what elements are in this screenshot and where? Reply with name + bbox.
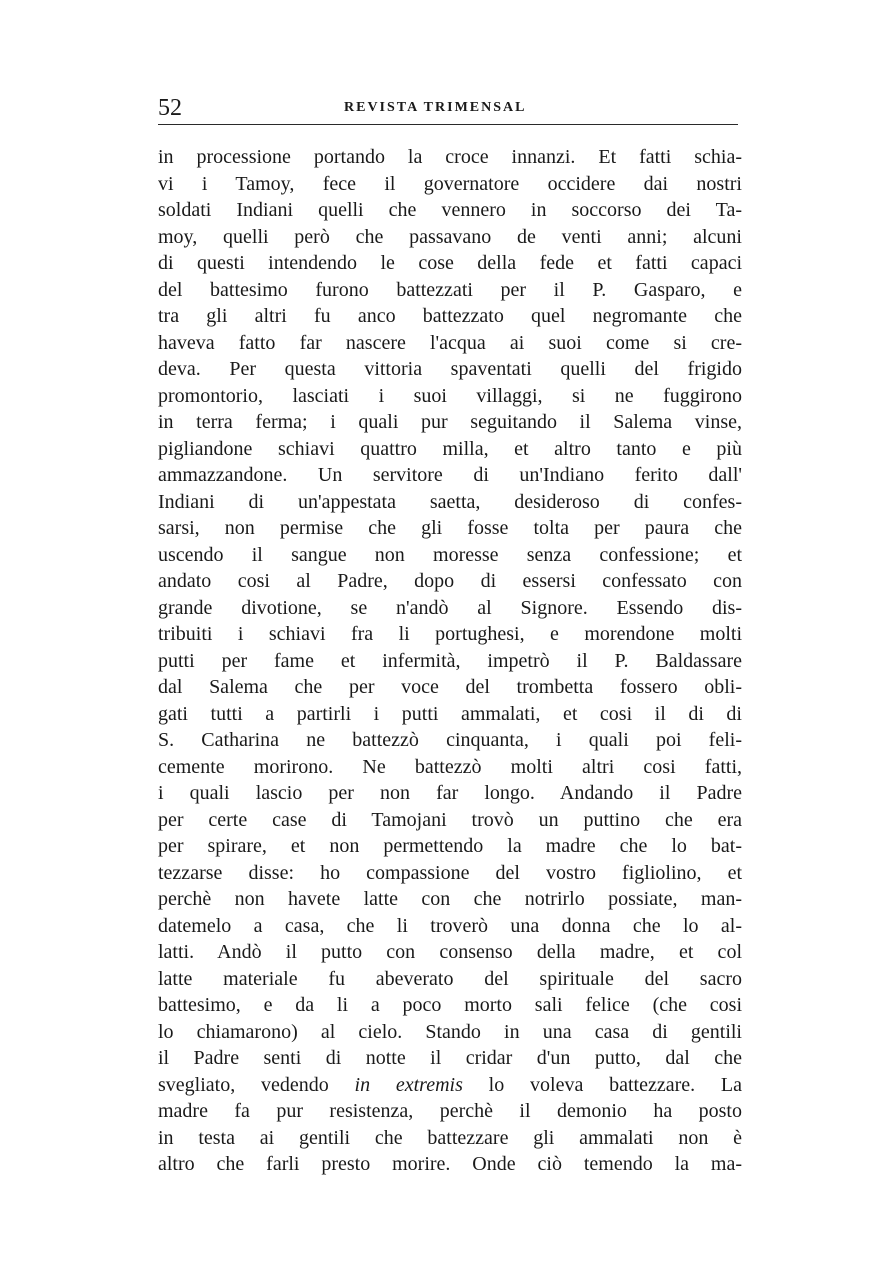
text-line: madre fa pur resistenza, perchè il demonio ha posto: [158, 1100, 742, 1122]
text-line: di questi intendendo le cose della fede et fatti capaci: [158, 252, 742, 274]
text-line: grande divotione, se n'andò al Signore. Essendo dis-: [158, 596, 742, 619]
text-line: in testa ai gentili che battezzare gli ammalati non è: [158, 1126, 742, 1149]
text-line: haveva fatto far nascere l'acqua ai suoi come si cre-: [158, 331, 742, 354]
text-line: in processione portando la croce innanzi. Et fatti schia-: [158, 146, 742, 168]
text-line: il Padre senti di notte il cridar d'un putto, dal che: [158, 1047, 742, 1069]
text-line: S. Catharina ne battezzò cinquanta, i quali poi feli-: [158, 729, 742, 751]
text-line: tra gli altri fu anco battezzato quel negromante che: [158, 305, 742, 327]
text-line: vi i Tamoy, fece il governatore occidere dai nostri: [158, 172, 742, 195]
text-line: putti per fame et infermità, impetrò il P. Baldassare: [158, 649, 742, 672]
text-line: perchè non havete latte con che notrirlo possiate, man-: [158, 888, 742, 910]
text-line: moy, quelli però che passavano de venti anni; alcuni: [158, 225, 742, 248]
text-line: latti. Andò il putto con consenso della madre, et col: [158, 941, 742, 963]
text-line: tribuiti i schiavi fra li portughesi, e morendone molti: [158, 623, 742, 645]
page-header: [158, 94, 738, 124]
text-line: soldati Indiani quelli che vennero in soccorso dei Ta-: [158, 199, 742, 221]
text-line: sarsi, non permise che gli fosse tolta per paura che: [158, 517, 742, 539]
text-line: latte materiale fu abeverato del spirituale del sacro: [158, 967, 742, 990]
running-head: REVISTA TRIMENSAL: [344, 100, 527, 115]
text-line: Indiani di un'appestata saetta, desideroso di confes-: [158, 490, 742, 513]
text-line-start: svegliato, vedendo: [158, 1073, 329, 1096]
text-line-end: lo voleva battezzare. La: [488, 1073, 743, 1096]
page-number: 52: [158, 95, 182, 121]
text-line: lo chiamarono) al cielo. Stando in una casa di gentili: [158, 1020, 742, 1043]
text-line: tezzarse disse: ho compassione del vostro figliolino, et: [158, 861, 742, 884]
text-line: in terra ferma; i quali pur seguitando il Salema vinse,: [158, 411, 742, 433]
text-line: del battesimo furono battezzati per il P. Gasparo, e: [158, 278, 742, 301]
italic-phrase: in extremis: [354, 1073, 463, 1096]
text-line: datemelo a casa, che li troverò una donna che lo al-: [158, 914, 742, 937]
text-line: gati tutti a partirli i putti ammalati, et cosi il di di: [158, 702, 742, 725]
body-text: [158, 144, 742, 1178]
text-line: pigliandone schiavi quattro milla, et altro tanto e più: [158, 437, 742, 460]
text-line: altro che farli presto morire. Onde ciò temendo la ma-: [158, 1153, 742, 1175]
text-line: cemente morirono. Ne battezzò molti altri cosi fatti,: [158, 755, 742, 778]
header-rule: [158, 124, 738, 125]
text-line: deva. Per questa vittoria spaventati quelli del frigido: [158, 358, 742, 380]
text-line: per certe case di Tamojani trovò un puttino che era: [158, 808, 742, 831]
text-line: uscendo il sangue non moresse senza confessione; et: [158, 543, 742, 566]
text-line: promontorio, lasciati i suoi villaggi, si ne fuggirono: [158, 384, 742, 407]
text-line: ammazzandone. Un servitore di un'Indiano ferito dall': [158, 464, 742, 486]
text-line-mixed: [158, 1072, 742, 1099]
text-line: andato cosi al Padre, dopo di essersi confessato con: [158, 570, 742, 592]
text-line: per spirare, et non permettendo la madre che lo bat-: [158, 835, 742, 857]
text-line: dal Salema che per voce del trombetta fossero obli-: [158, 676, 742, 698]
text-line: i quali lascio per non far longo. Andando il Padre: [158, 782, 742, 804]
text-line: battesimo, e da li a poco morto sali felice (che cosi: [158, 994, 742, 1016]
